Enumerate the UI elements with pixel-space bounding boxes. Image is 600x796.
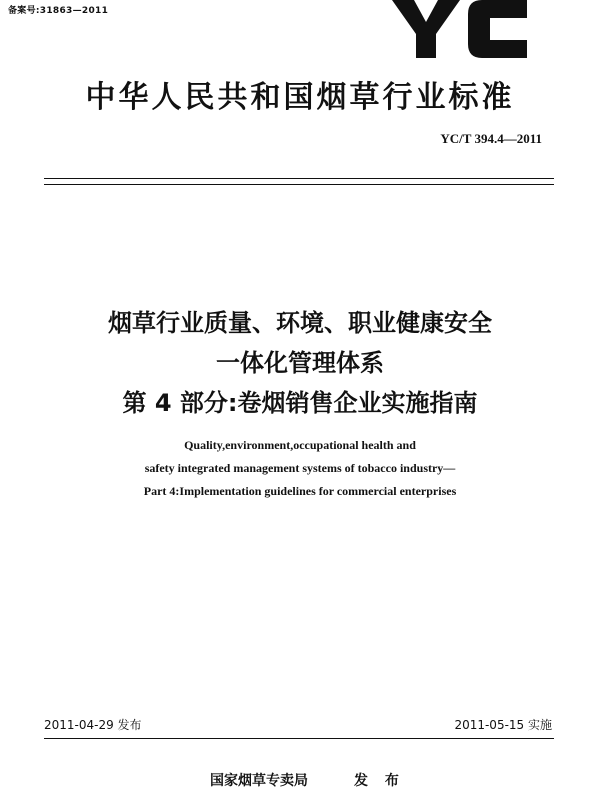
publisher: 国家烟草专卖局 bbox=[210, 773, 308, 789]
title-en-line-2: safety integrated management systems of tobacco industry— bbox=[144, 461, 456, 475]
publish-label: 发 布 bbox=[354, 773, 405, 789]
record-number: 备案号:31863—2011 bbox=[8, 6, 109, 16]
title-zh-line-1: 烟草行业质量、环境、职业健康安全 bbox=[108, 309, 492, 337]
title-en-line-3: Part 4:Implementation guidelines for commercial enterprises bbox=[143, 484, 457, 498]
footer-rule bbox=[44, 738, 554, 739]
title-zh-line-3: 第 4 部分:卷烟销售企业实施指南 bbox=[122, 389, 478, 417]
standard-code: YC/T 394.4—2011 bbox=[440, 131, 542, 146]
issue-date: 2011-04-29 发布 bbox=[44, 718, 142, 732]
header-rule-bottom bbox=[44, 184, 554, 185]
title-zh-line-2: 一体化管理体系 bbox=[216, 349, 384, 377]
title-en-line-1: Quality,environment,occupational health and bbox=[184, 438, 416, 452]
header-rule-top bbox=[44, 178, 554, 179]
implementation-date: 2011-05-15 实施 bbox=[454, 718, 552, 732]
issuer-header: 中华人民共和国烟草行业标准 bbox=[85, 80, 515, 115]
yc-logo bbox=[392, 0, 527, 58]
